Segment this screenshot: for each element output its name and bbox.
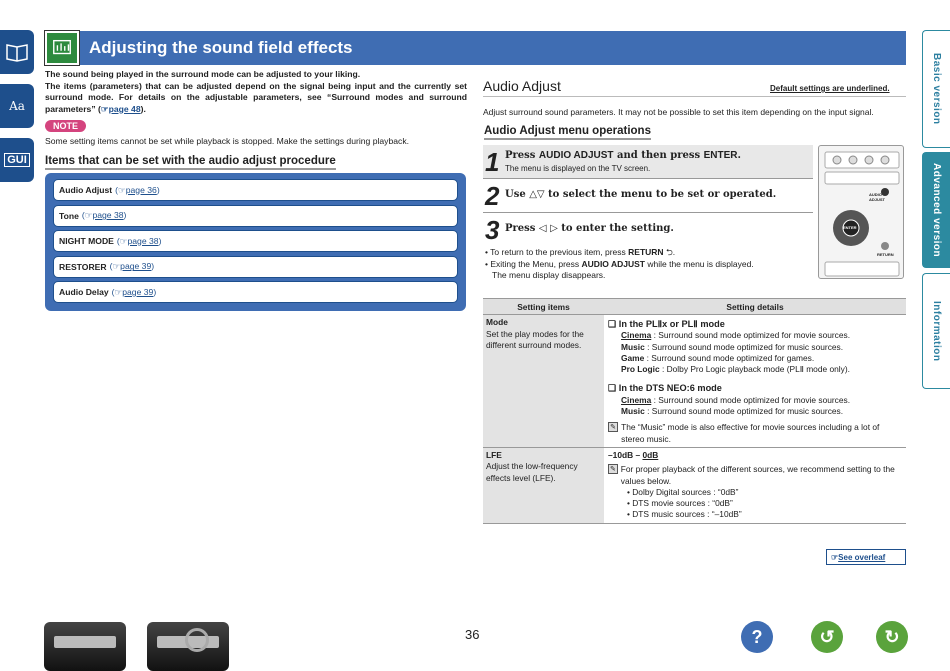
step-text: and then press	[613, 150, 704, 161]
magnifier-icon	[185, 628, 209, 652]
pencil-note-icon: ✎	[609, 466, 616, 474]
tab-information[interactable]	[922, 273, 950, 389]
setting-details-cell	[604, 447, 906, 523]
step-key: ENTER	[703, 150, 738, 161]
item-page: page 38	[127, 235, 159, 246]
setting-item-cell	[483, 447, 604, 523]
remote-audio-adjust-label	[869, 192, 885, 202]
item-page: page 36	[125, 184, 157, 195]
remote-control-illustration	[818, 145, 904, 279]
see-overleaf-link[interactable]: ☞ See overleaf	[826, 549, 906, 565]
tab-basic-label: Basic version	[931, 53, 942, 125]
help-button[interactable]	[741, 621, 773, 653]
table-row	[483, 447, 906, 523]
remote-return-label: RETURN	[877, 252, 894, 257]
mode-option	[608, 342, 902, 353]
item-page-link[interactable]: (☞page 39)	[111, 286, 157, 297]
item-label: RESTORER	[59, 261, 107, 272]
table-row	[483, 315, 906, 448]
note-return	[485, 247, 815, 259]
audio-adjust-description: Adjust surround sound parameters. It may not be possible to set this item depending on the input signal.	[483, 107, 874, 117]
divider	[483, 96, 906, 97]
left-icon-column	[0, 30, 36, 192]
receiver-icon	[54, 636, 116, 648]
setting-item-cell	[483, 315, 604, 448]
intro-line-1: The sound being played in the surround mode can be adjusted to your liking.	[45, 69, 361, 79]
contents-book-icon[interactable]	[0, 30, 34, 74]
book-icon	[5, 40, 29, 64]
item-page: page 39	[122, 286, 154, 297]
option-name: Cinema	[621, 394, 652, 405]
range-high: 0dB	[642, 449, 659, 460]
receiver-display-thumbnail[interactable]	[147, 622, 229, 671]
section-title-bar	[44, 31, 906, 65]
intro-text	[45, 69, 467, 115]
lfe-value: • Dolby Digital sources : “0dB”	[627, 486, 739, 497]
key-label: AUDIO ADJUST	[581, 258, 645, 269]
back-arrow-icon: ↺	[819, 626, 835, 647]
key-label: RETURN	[628, 247, 664, 257]
mode-option	[608, 406, 902, 417]
remote-enter-label: ENTER	[843, 225, 857, 230]
mode-option	[608, 395, 902, 406]
forward-arrow-icon: ↻	[884, 626, 900, 647]
step-text: Press	[505, 150, 539, 161]
option-name: Cinema	[621, 330, 652, 341]
tab-information-label: Information	[931, 300, 942, 362]
note-text: The “Music” mode is also effective for movie sources including a lot of stereo music.	[621, 422, 880, 444]
option-desc: : Surround sound mode optimized for music sources.	[644, 406, 844, 417]
index-aa-icon[interactable]	[0, 84, 34, 128]
note-text: .	[672, 247, 676, 257]
intro-page-link[interactable]: ☞page 48	[100, 103, 141, 114]
note-exit-cont: The menu display disappears.	[492, 270, 606, 280]
pencil-note-icon: ✎	[608, 422, 618, 432]
option-name: Music	[621, 406, 645, 417]
list-item[interactable]	[53, 256, 458, 278]
option-name: Game	[621, 352, 645, 363]
step-2	[483, 179, 813, 213]
item-page: page 39	[120, 261, 152, 272]
note-text: • To return to the previous item, press	[485, 247, 629, 257]
forward-button[interactable]	[876, 621, 908, 653]
note-exit	[485, 259, 815, 271]
step-number: 1	[485, 147, 500, 177]
settings-table	[483, 298, 906, 524]
mode-heading-plii: ❏ In the PLⅡx or PLⅡ mode	[608, 319, 725, 329]
table-header-details: Setting details	[604, 299, 906, 315]
defaults-note: Default settings are underlined.	[770, 84, 890, 93]
lfe-note	[608, 464, 902, 487]
step-text: .	[737, 150, 742, 161]
gui-icon[interactable]	[0, 138, 34, 182]
step-key: AUDIO ADJUST	[538, 150, 614, 161]
intro-line-2-end: ).	[140, 103, 146, 114]
setting-item-name: Mode	[486, 317, 508, 327]
aa-label: Aa	[9, 99, 25, 113]
page-number: 36	[465, 627, 480, 642]
option-desc: : Dolby Pro Logic playback mode (PLⅡ mode only).	[659, 364, 850, 375]
receiver-front-thumbnail[interactable]	[44, 622, 126, 671]
setting-item-desc: Set the play modes for the different surround modes.	[486, 328, 584, 350]
item-page-link[interactable]: (☞page 39)	[109, 261, 155, 272]
note-text: For proper playback of the different sources, we recommend setting to the values below.	[620, 464, 895, 486]
note-text: • Exiting the Menu, press	[485, 258, 582, 269]
remote-label: AUDIO	[869, 192, 882, 197]
setting-item-desc: Adjust the low-frequency effects level (LFE).	[486, 461, 578, 483]
item-label: Audio Adjust	[59, 185, 113, 195]
mode-option	[608, 330, 902, 341]
note-text: Some setting items cannot be set while playback is stopped. Make the settings during playback.	[45, 136, 410, 146]
list-item[interactable]	[53, 205, 458, 227]
mode-note	[608, 422, 902, 445]
steps-list	[483, 145, 813, 247]
mode-option	[608, 353, 902, 364]
step-sub-text: The menu is displayed on the TV screen.	[505, 164, 651, 173]
sound-field-icon	[45, 31, 79, 65]
audio-adjust-title: Audio Adjust	[483, 78, 561, 94]
step-number: 2	[485, 181, 500, 211]
lfe-range	[608, 450, 902, 461]
mode-heading-dts: ❏ In the DTS NEO:6 mode	[608, 383, 722, 394]
ops-heading: Audio Adjust menu operations	[484, 125, 651, 140]
item-label: Audio Delay	[59, 287, 109, 298]
item-label: Tone	[59, 210, 79, 221]
option-desc: : Surround sound mode optimized for movie sources.	[651, 330, 851, 341]
option-name: Music	[621, 341, 645, 352]
setting-item-name: LFE	[486, 449, 502, 460]
tab-basic-version[interactable]	[922, 30, 950, 148]
step-notes	[485, 247, 815, 282]
return-icon: ⮌	[665, 247, 673, 257]
list-item[interactable]	[53, 230, 458, 252]
step-number: 3	[485, 215, 500, 245]
items-heading: Items that can be set with the audio adjust procedure	[45, 155, 336, 170]
table-header-items: Setting items	[483, 299, 604, 315]
setting-details-cell	[604, 315, 906, 448]
range-low: –10dB –	[608, 449, 643, 460]
option-desc: : Surround sound mode optimized for movie sources.	[651, 394, 851, 405]
mode-option	[608, 364, 902, 375]
step-1	[483, 145, 813, 179]
remote-label: ADJUST	[869, 197, 886, 202]
step-main-text: Press ◁ ▷ to enter the setting.	[505, 223, 674, 234]
back-button[interactable]	[811, 621, 843, 653]
help-icon: ?	[751, 626, 763, 647]
lfe-value: • DTS movie sources : “0dB”	[627, 498, 733, 509]
remote-icon	[819, 146, 905, 280]
list-item[interactable]	[53, 281, 458, 303]
option-name: Pro Logic	[621, 364, 660, 375]
note-badge: NOTE	[45, 120, 86, 132]
items-list	[45, 173, 466, 311]
tab-advanced-label: Advanced version	[931, 162, 942, 258]
item-page: page 38	[92, 210, 124, 221]
intro-page-ref: page 48	[108, 103, 141, 114]
intro-line-2-text: The items (parameters) that can be adjusted depend on the signal being input and the currently set surround mode. For details on the adjustable parameters, see “Surround modes and surround parameters” (	[45, 80, 467, 114]
item-page-link[interactable]: (☞page 38)	[116, 235, 162, 246]
step-3	[483, 213, 813, 247]
lfe-value: • DTS music sources : “–10dB”	[627, 509, 742, 520]
option-desc: : Surround sound mode optimized for music sources.	[644, 341, 844, 352]
gui-label: GUI	[4, 153, 30, 167]
step-main-text: Use △▽ to select the menu to be set or operated.	[505, 189, 777, 200]
option-desc: : Surround sound mode optimized for games.	[644, 352, 815, 363]
overleaf-label: See overleaf	[838, 552, 886, 562]
item-page-link[interactable]: (☞page 38)	[81, 210, 127, 221]
item-label: NIGHT MODE	[59, 236, 114, 247]
list-item[interactable]	[53, 179, 458, 201]
note-text: while the menu is displayed.	[644, 258, 754, 269]
page-title: Adjusting the sound field effects	[89, 38, 353, 57]
tab-advanced-version[interactable]	[922, 152, 950, 268]
intro-line-2	[45, 81, 467, 116]
step-main-text	[505, 150, 741, 161]
item-page-link[interactable]: (☞page 36)	[115, 184, 160, 195]
